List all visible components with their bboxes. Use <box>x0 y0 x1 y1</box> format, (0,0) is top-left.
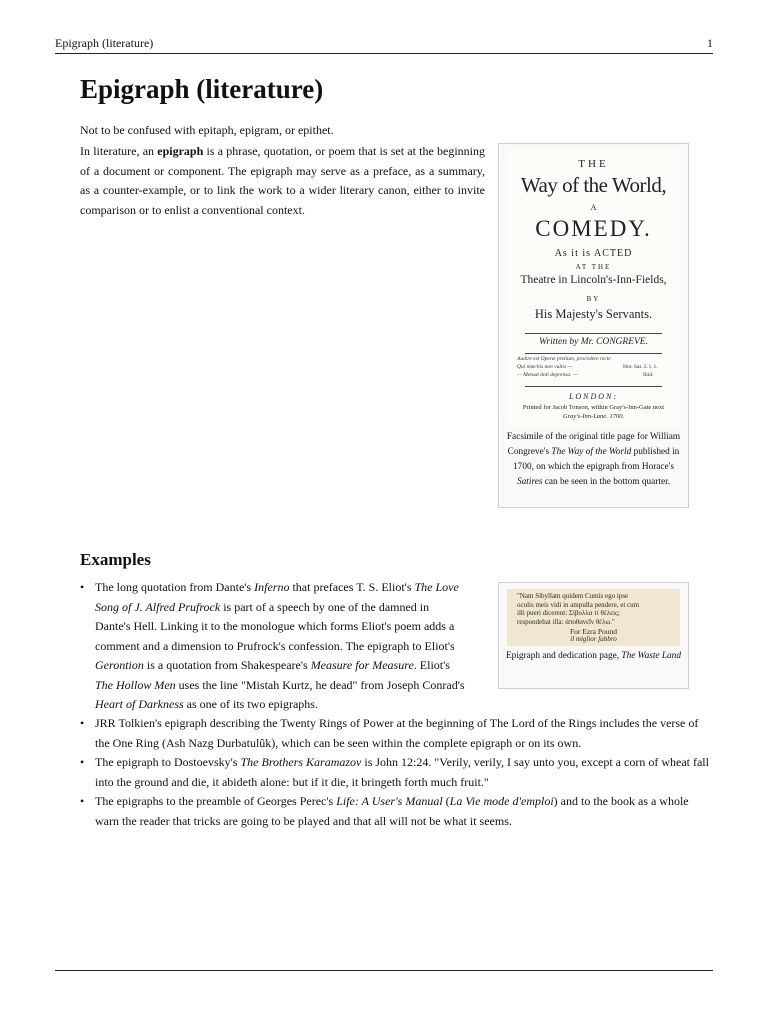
text-segment: ( <box>442 794 450 808</box>
work-title: La Vie mode d'emploi <box>449 794 554 808</box>
tp-line-comedy: COMEDY. <box>535 216 652 241</box>
tp-rule <box>525 333 662 334</box>
bullet-glyph: • <box>80 755 85 769</box>
tp-line-london: LONDON: <box>568 392 619 401</box>
tp-line-servants: His Majesty's Servants. <box>534 307 653 321</box>
work-title: Gerontion <box>95 658 144 672</box>
caption-text: published in 1700, on which the epigraph from Horace's <box>513 447 680 472</box>
work-title: The Love Song of J. Alfred Prufrock <box>95 580 459 614</box>
tp-quote-ref: Ibid. <box>643 372 654 378</box>
text-segment: The epigraphs to the preamble of Georges Perec's <box>95 794 337 808</box>
epigraph-line: "Nam Sibyllam quidem Cumis ego ipse <box>517 592 629 600</box>
text-segment: as one of its two epigraphs. <box>183 697 318 711</box>
page-number: 1 <box>707 36 713 50</box>
list-item-text <box>95 753 715 792</box>
title-page-image[interactable] <box>507 150 680 427</box>
list-item-text <box>95 578 465 715</box>
tp-line-the: THE <box>578 158 609 170</box>
caption-text: Epigraph and dedication page, <box>506 651 622 661</box>
work-title: Inferno <box>254 580 290 594</box>
tp-rule <box>525 353 662 354</box>
tp-line-theatre: Theatre in Lincoln's-Inn-Fields, <box>520 274 667 286</box>
tp-line-acted: As it is ACTED <box>554 248 633 259</box>
waste-land-epigraph <box>517 592 639 626</box>
tp-line-title: Way of the World, <box>520 173 667 197</box>
epigraph-line: respondebat illa: ἀποθανεῖν θέλω." <box>517 617 615 626</box>
bullet-glyph: • <box>80 716 85 730</box>
footer-rule <box>55 970 713 971</box>
work-title: The Hollow Men <box>95 677 176 692</box>
text-segment: is John 12:24. "Verily, verily, I say unto you, except a corn of wheat fall into the ground and die, it abideth alone: but if it die, it bringeth forth much fruit." <box>95 755 709 789</box>
text-segment: that prefaces T. S. Eliot's <box>289 580 415 594</box>
caption-title: The Waste Land <box>621 651 681 661</box>
caption-text: can be seen in the bottom quarter. <box>542 477 671 487</box>
text-segment: uses the line "Mistah Kurtz, he dead" from Joseph Conrad's <box>175 677 465 692</box>
figure-caption <box>505 649 682 664</box>
list-item <box>80 714 720 754</box>
intro-paragraph <box>80 142 485 220</box>
hatnote: Not to be confused with epitaph, epigram, or epithet. <box>80 123 334 137</box>
tp-rule <box>525 386 662 387</box>
dedication-line: il miglior fabbro <box>570 635 617 643</box>
figure-waste-land <box>498 582 689 689</box>
bullet-glyph: • <box>80 580 85 594</box>
list-item <box>80 578 465 711</box>
text-segment: is a quotation from Shakespeare's <box>143 658 311 672</box>
bullet-glyph: • <box>80 794 85 808</box>
caption-text: Facsimile of the original title page for William Congreve's <box>506 432 681 457</box>
tp-quote-line: Audire est Operæ pretium, procedere recte <box>517 356 611 362</box>
caption-title: Satires <box>516 477 543 487</box>
intro-term: epigraph <box>157 144 204 158</box>
tp-quote-ref: Hor. Sat. 2. l. 1. <box>623 364 658 370</box>
tp-line-at-the: AT THE <box>575 263 612 271</box>
tp-quote-line: Qui mœchis non vultis — <box>517 364 573 370</box>
caption-title: The Way of the World <box>551 447 632 457</box>
work-title: The Brothers Karamazov <box>240 755 362 769</box>
intro-text-after: is a phrase, quotation, or poem that is set at the beginning of a document or component. The epigraph may serve as a preface, as a summary, as a counter-example, or to link the work to a wider literary canon, either to invite comparison or to enlist a conventional context. <box>80 144 485 217</box>
text-segment: is part of a speech by one of the damned in Dante's Hell. Linking it to the monologue which forms Eliot's poem adds a comment and a dimension to Prufrock's confession. The epigraph to Eliot's <box>95 599 455 653</box>
text-segment: JRR Tolkien's epigraph describing the Twenty Rings of Power at the beginning of The Lord of the Rings includes the verse of the One Ring (Ash Nazg Durbatulûk), which can be seen within the complete epigraph or on its own. <box>95 716 699 750</box>
tp-line-author: Written by Mr. CONGREVE. <box>539 337 648 347</box>
text-segment: The epigraph to Dostoevsky's <box>95 755 241 769</box>
tp-line-printer: Printed for Jacob Tonson, within Gray's-Inn-Gate next <box>522 404 665 411</box>
epigraph-line: oculis meis vidi in ampulla pendere, et cum <box>517 600 640 609</box>
list-item <box>80 792 720 832</box>
dedication-line: For Ezra Pound <box>569 627 618 636</box>
list-item-text <box>95 714 715 753</box>
running-header-title: Epigraph (literature) <box>55 36 154 50</box>
text-segment: The long quotation from Dante's <box>95 580 255 594</box>
running-header <box>55 35 713 54</box>
list-item-text <box>95 792 715 831</box>
waste-land-image[interactable] <box>507 589 680 646</box>
page-title: Epigraph (literature) <box>80 74 324 104</box>
work-title: Heart of Darkness <box>95 697 184 711</box>
intro-text-before: In literature, an <box>80 144 158 158</box>
tp-quote-line: — Metuat doti deprensa. — <box>517 372 578 378</box>
figure-title-page <box>498 143 689 508</box>
work-title: Life: A User's Manual <box>336 794 443 808</box>
figure-caption <box>505 430 682 490</box>
section-heading-examples: Examples <box>80 550 151 569</box>
list-item <box>80 753 720 793</box>
work-title: Measure for Measure <box>310 658 414 672</box>
tp-line-a: A <box>590 203 597 212</box>
text-segment: ) and to the book as a whole warn the reader that tricks are going to be played and that all will not be what it seems. <box>95 794 689 828</box>
epigraph-line: illi pueri dicerent: Σίβυλλα τί θέλεις; <box>517 609 620 617</box>
text-segment: . Eliot's <box>413 658 450 672</box>
tp-line-date: Gray's-Inn-Lane. 1700. <box>562 413 625 420</box>
tp-line-by: BY <box>586 295 601 303</box>
